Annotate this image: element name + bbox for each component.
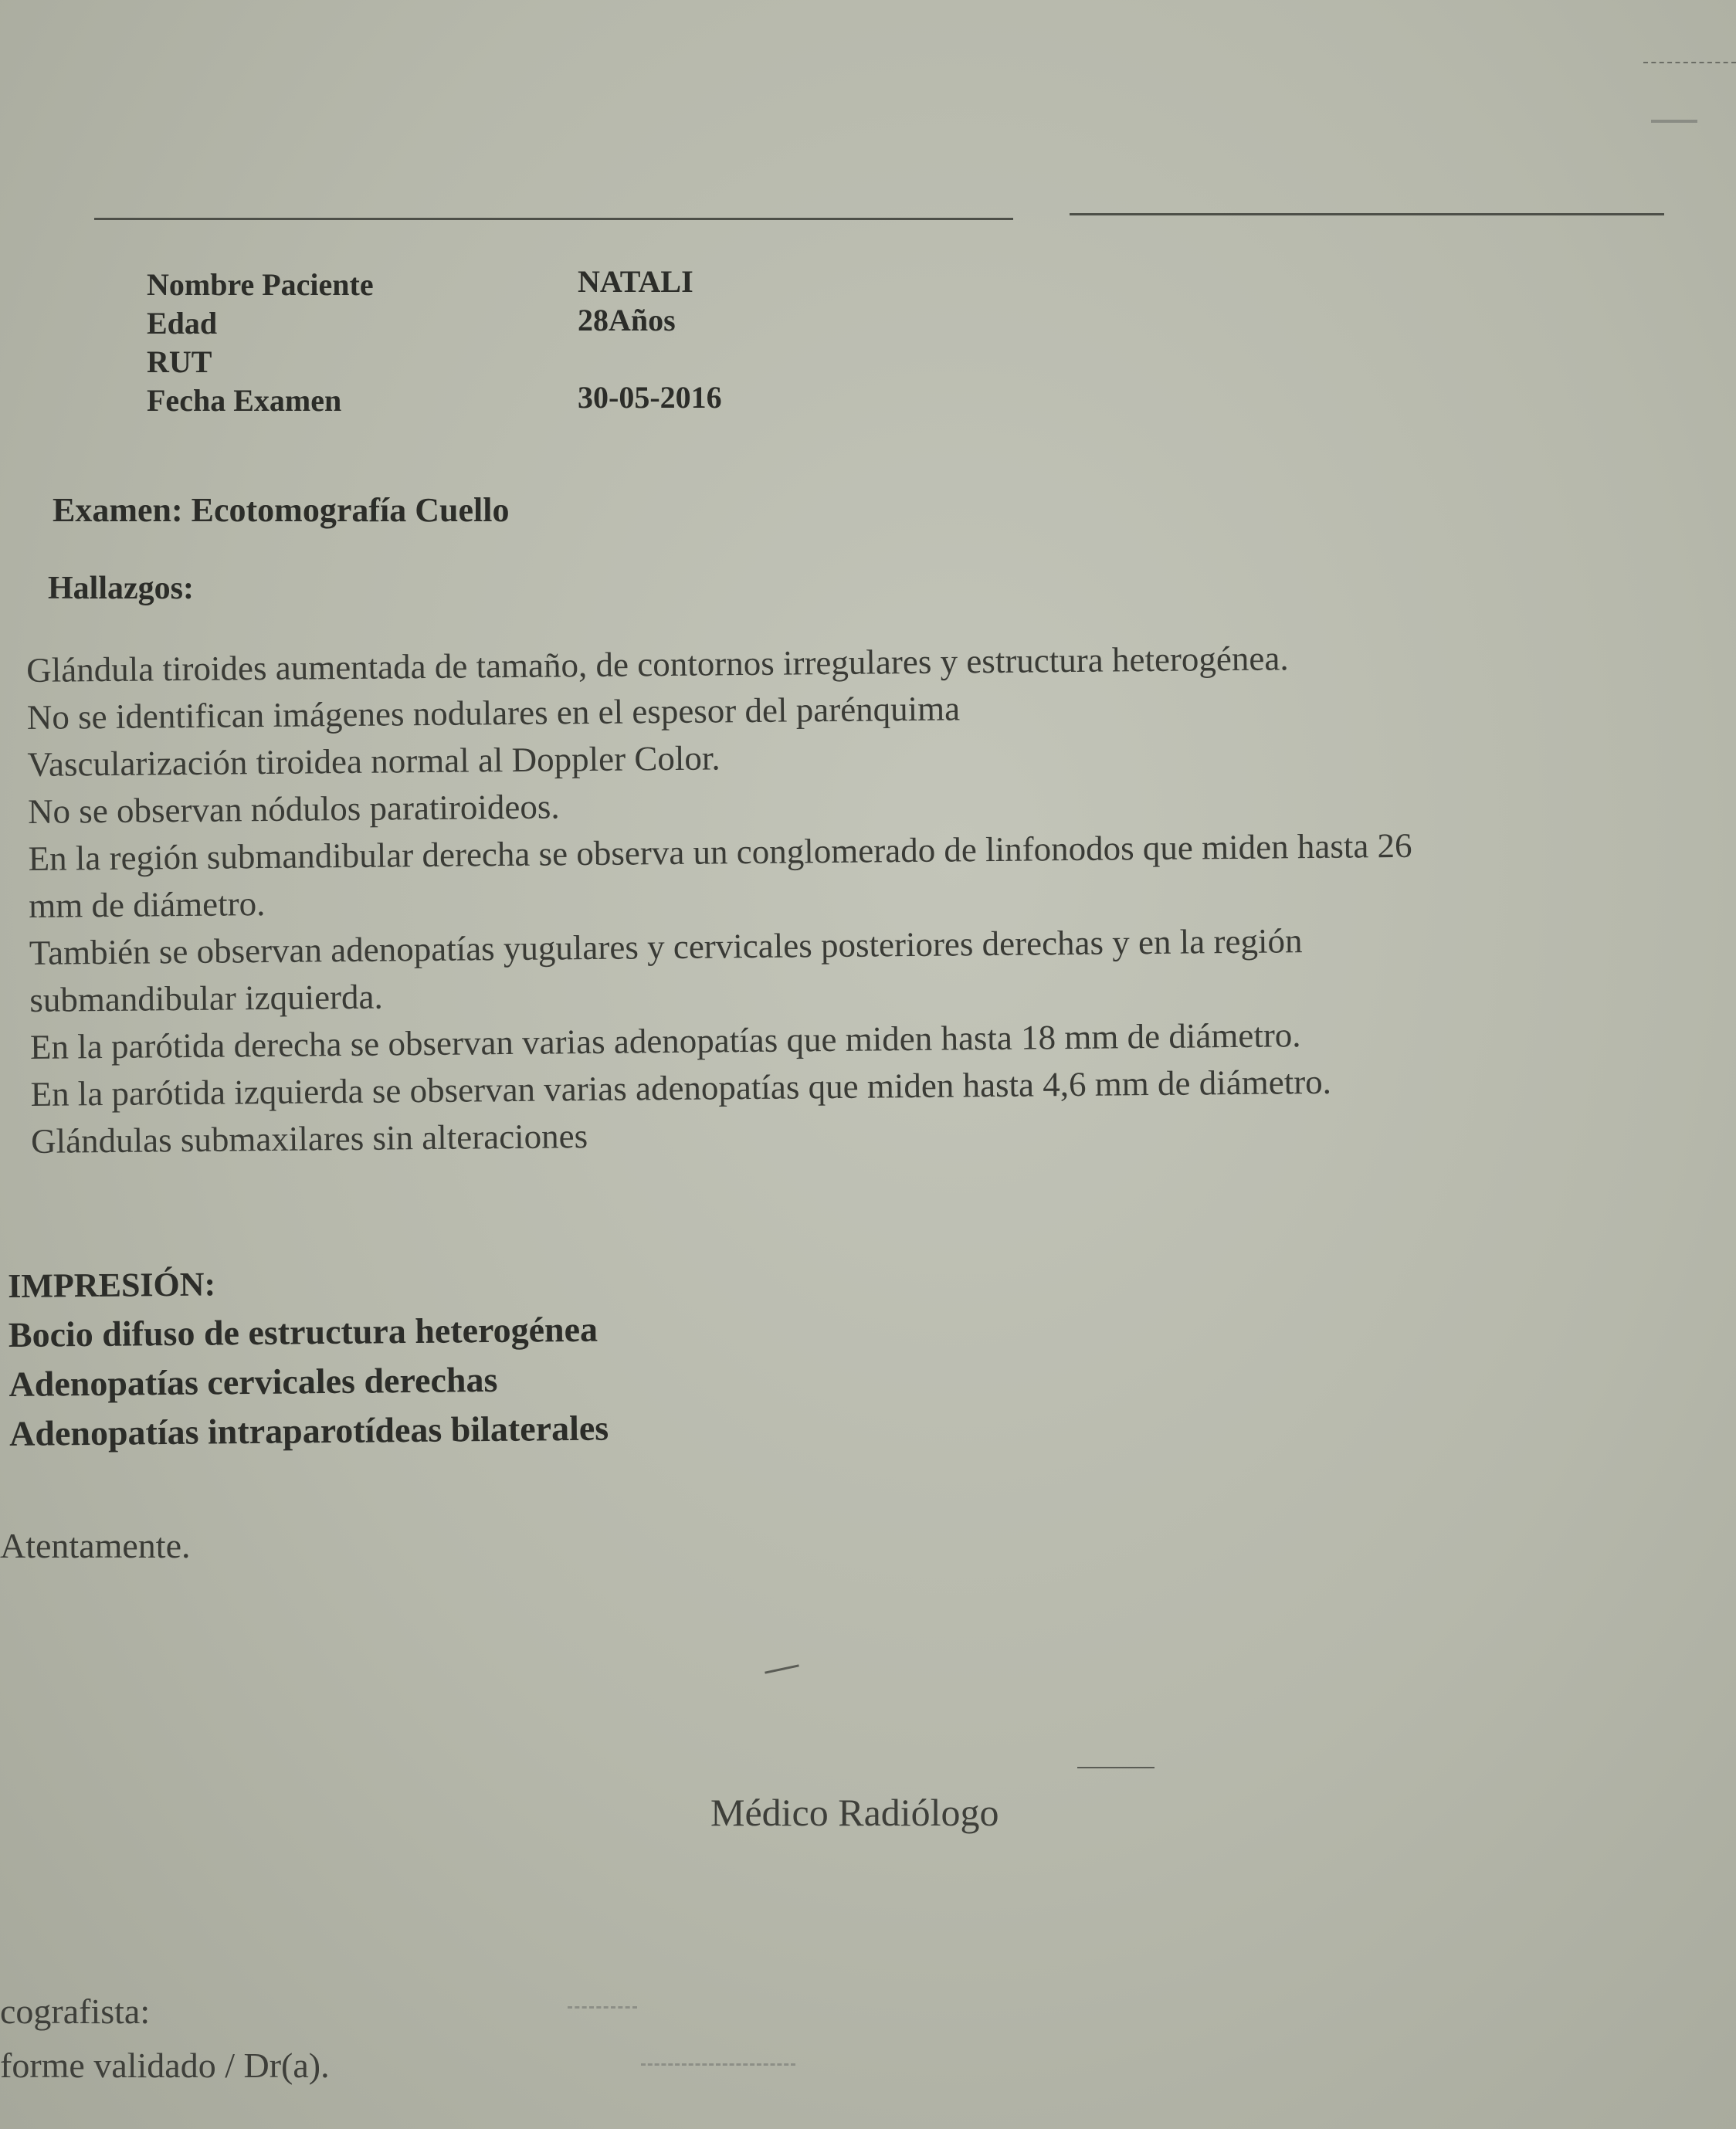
header-rule-left bbox=[94, 218, 1013, 220]
exam-date-label: Fecha Examen bbox=[147, 383, 342, 418]
finding-line: Glándulas submaxilares sin alteraciones bbox=[30, 1117, 588, 1161]
finding-line: submandibular izquierda. bbox=[29, 977, 383, 1019]
header-rule-right bbox=[1070, 213, 1664, 215]
exam-date-value: 30-05-2016 bbox=[578, 380, 722, 415]
finding-line: mm de diámetro. bbox=[28, 884, 266, 925]
impression-heading: IMPRESIÓN: bbox=[8, 1265, 216, 1305]
impression-section bbox=[8, 1257, 609, 1459]
findings-heading: Hallazgos: bbox=[48, 571, 194, 606]
finding-line: En la parótida izquierda se observan varias adenopatías que miden hasta 4,6 mm de diámetro. bbox=[30, 1062, 1332, 1114]
finding-line: En la región submandibular derecha se observa un conglomerado de linfonodos que miden hasta 26 bbox=[28, 825, 1412, 878]
patient-age-label: Edad bbox=[147, 306, 218, 341]
finding-line: En la parótida derecha se observan varias adenopatías que miden hasta 18 mm de diámetro. bbox=[29, 1015, 1301, 1066]
patient-name-value: NATALI bbox=[578, 264, 693, 299]
finding-line: No se observan nódulos paratiroideos. bbox=[27, 787, 560, 831]
exam-title: Examen: Ecotomografía Cuello bbox=[53, 491, 510, 529]
finding-line: Glándula tiroides aumentada de tamaño, de contornos irregulares y estructura heterogénea. bbox=[26, 639, 1289, 690]
impression-item: Adenopatías intraparotídeas bilaterales bbox=[8, 1408, 609, 1453]
findings-list bbox=[26, 631, 1730, 1165]
finding-line: No se identifican imágenes nodulares en el espesor del parénquima bbox=[26, 689, 961, 737]
signature-line bbox=[1077, 1767, 1155, 1768]
patient-name-label: Nombre Paciente bbox=[147, 267, 374, 302]
impression-item: Bocio difuso de estructura heterogénea bbox=[8, 1309, 598, 1354]
finding-line: También se observan adenopatías yugulares y cervicales posteriores derechas y en la región bbox=[29, 921, 1303, 972]
top-edge-mark bbox=[1643, 62, 1736, 68]
top-edge-mark-2 bbox=[1651, 120, 1697, 123]
footer-dash bbox=[641, 2063, 795, 2067]
signature-mark bbox=[765, 1664, 799, 1673]
patient-rut-label: RUT bbox=[147, 344, 212, 379]
signer-title: Médico Radiólogo bbox=[710, 1791, 999, 1834]
impression-item: Adenopatías cervicales derechas bbox=[8, 1359, 498, 1404]
closing-text: Atentamente. bbox=[0, 1526, 191, 1565]
finding-line: Vascularización tiroidea normal al Doppler Color. bbox=[27, 738, 721, 784]
footer-dash bbox=[568, 2006, 637, 2010]
sonographer-label: cografista: bbox=[0, 1992, 151, 2031]
validated-label: forme validado / Dr(a). bbox=[0, 2046, 330, 2085]
patient-age-value: 28Años bbox=[578, 303, 676, 337]
